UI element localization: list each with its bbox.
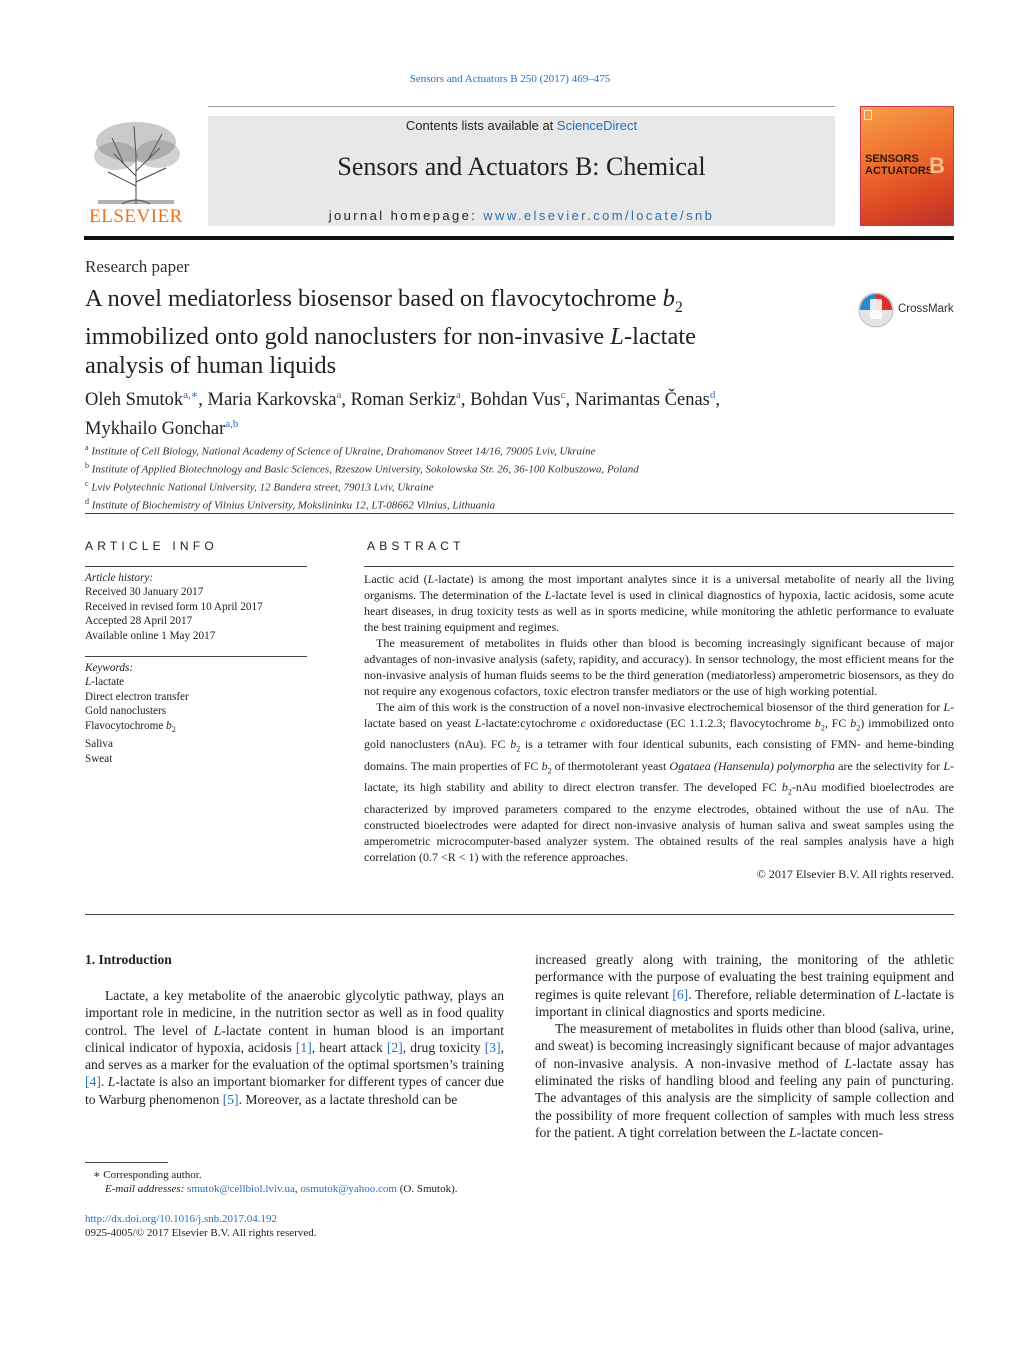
author[interactable] xyxy=(575,390,720,410)
abstract-l: L xyxy=(474,716,482,730)
abstract-l: L xyxy=(943,758,951,773)
body-text: increased greatly along with training, the monitoring of the athletic performance with the purpose of evaluating the best training equipment and regimes is quite relevant xyxy=(535,952,954,1002)
keyword-b-sub: 2 xyxy=(171,724,176,734)
email-link-1[interactable]: smutok@cellbiol.lviv.ua xyxy=(187,1183,295,1196)
journal-name[interactable]: Sensors and Actuators B: Chemical xyxy=(337,152,706,181)
email-label: E-mail addresses: xyxy=(105,1183,188,1196)
intro-paragraph xyxy=(535,1020,954,1141)
keyword-item: Gold nanoclusters xyxy=(85,705,167,718)
abstract-heading: ABSTRACT xyxy=(367,539,465,553)
journal-cover[interactable] xyxy=(860,106,954,226)
keywords-label: Keywords: xyxy=(85,662,134,674)
history-online: Available online 1 May 2017 xyxy=(85,629,216,642)
cover-title-line2: ACTUATORS xyxy=(865,165,934,177)
affiliation-text: Institute of Cell Biology, National Academy of Science of Ukraine, Drahomanov Street 14/16, 79005 Lviv, Ukraine xyxy=(91,445,596,458)
author-affiliation-marker[interactable]: c xyxy=(560,389,566,401)
body-text: -lactate assay has eliminated the risks of handling blood and feeling any pain of puncturing. The advantages of this analysis are the simplicity of sample collection and the possibility of more frequent collection of samples with much less stress for the patient. A tight correlation between the xyxy=(535,1055,954,1140)
affiliation-text: Institute of Applied Biotechnology and Basic Sciences, Rzeszow University, Sokolowska Str. 26, 36-100 Kolbuszowa, Poland xyxy=(91,463,639,476)
abstract-b: b xyxy=(541,758,548,773)
footnote-text: Corresponding author. xyxy=(100,1169,202,1181)
reference-link-6[interactable]: [6] xyxy=(672,986,689,1002)
abstract-species: Ogataea (Hansenula) polymorpha xyxy=(669,758,836,773)
title-l: L xyxy=(610,322,624,350)
abstract-paragraph-3 xyxy=(364,699,954,865)
title-b: b xyxy=(662,285,675,312)
abstract-b-sub: 2 xyxy=(516,744,521,754)
author[interactable] xyxy=(470,390,575,410)
article-type: Research paper xyxy=(85,257,190,276)
abstract-text: -lactate) is among the most important analytes since it is a universal metabolite of nearly all the living organisms. The determination of the xyxy=(364,572,954,602)
abstract-text: of thermotolerant yeast xyxy=(551,758,670,773)
keyword-l: L xyxy=(85,676,92,689)
body-text: -lactate concen- xyxy=(796,1124,884,1140)
article-info-heading: ARTICLE INFO xyxy=(85,539,218,553)
author[interactable] xyxy=(208,390,351,410)
abstract-text: -lactate, its high stability and ability to direct electron transfer. The developed FC xyxy=(364,758,955,795)
author-separator: , xyxy=(565,390,575,411)
author-affiliation-marker[interactable]: a,b xyxy=(225,418,239,431)
homepage-line xyxy=(208,208,835,223)
email-owner: (O. Smutok). xyxy=(396,1183,458,1196)
author-name: Mykhailo Gonchar xyxy=(85,419,226,440)
abstract-paragraph-2: The measurement of metabolites in fluids other than blood is becoming increasingly significant because of major advantages of non-invasive analysis (safety, rapidity, and accuracy). In sensor technology, the most efficient means for the non-invasive analysis of human fluids seems to be the third generation (mediatorless) amperometric biosensors, as they do not require any exogenous cofactors, toxic electron transfer mediators or the use of high working potential. xyxy=(364,636,954,698)
author-affiliation-marker[interactable]: a,∗ xyxy=(183,389,199,401)
author[interactable] xyxy=(85,419,238,439)
author-name: Roman Serkiz xyxy=(350,390,456,411)
title-line-1 xyxy=(85,284,805,322)
author[interactable] xyxy=(351,390,470,410)
abstract-text: -nAu modified bioelectrodes are characterized by improved parameters compared to the enzyme electrodes, obtained without the use of nAu. The constructed bioelectrodes were adapted for direct non-invasive analysis of human saliva and sweat samples using the amperometric microcomputer-based analyzer system. The obtained results of the real samples analysis have a high correlation (0.7 <R < 1) with the reference approaches. xyxy=(364,780,955,864)
doi-block xyxy=(85,1212,317,1241)
author-affiliation-marker[interactable]: a xyxy=(455,389,461,401)
keyword-item: Sweat xyxy=(85,752,113,765)
body-text: The measurement of metabolites in fluids other than blood (saliva, urine, and sweat) is becoming increasingly significant because of major advantages of non-invasive analysis. A non-invasive method of xyxy=(535,1021,954,1071)
author-affiliation-marker[interactable]: d xyxy=(709,389,716,401)
body-l: L xyxy=(893,986,902,1002)
reference-link-4[interactable]: [4] xyxy=(85,1074,101,1090)
author[interactable] xyxy=(85,390,208,410)
author-affiliation-marker[interactable]: a xyxy=(336,389,342,401)
abstract-text: , FC xyxy=(824,716,851,730)
reference-link-2[interactable]: [2] xyxy=(386,1039,403,1055)
divider xyxy=(85,914,954,915)
keyword-item xyxy=(85,719,307,738)
abstract-body xyxy=(364,571,954,882)
header-rule xyxy=(208,106,835,107)
abstract-b: b xyxy=(814,716,821,730)
corresponding-author-note xyxy=(85,1168,515,1182)
intro-paragraph xyxy=(535,951,954,1020)
history-accepted: Accepted 28 April 2017 xyxy=(85,615,193,628)
article-title xyxy=(85,284,805,380)
affiliation xyxy=(85,495,885,513)
title-line-3: analysis of human liquids xyxy=(85,351,337,379)
body-text: . Therefore, reliable determination of xyxy=(688,986,894,1002)
keyword-b: b xyxy=(166,719,172,732)
history-label: Article history: xyxy=(85,572,154,584)
keyword-item: Direct electron transfer xyxy=(85,690,189,703)
author-separator: , xyxy=(460,390,471,411)
body-text: , drug toxicity xyxy=(402,1039,485,1055)
keywords-rule xyxy=(85,656,307,657)
issn-line: 0925-4005/© 2017 Elsevier B.V. All rights reserved. xyxy=(85,1227,317,1240)
affiliation xyxy=(85,441,885,459)
author-separator: , xyxy=(715,390,721,411)
footnote-marker: ∗ xyxy=(93,1169,101,1181)
title-text-2b: -lactate xyxy=(623,322,697,350)
abstract-l: L xyxy=(943,700,950,714)
article-info-rule xyxy=(85,566,307,567)
keyword-item xyxy=(85,675,307,689)
journal-citation[interactable]: Sensors and Actuators B 250 (2017) 469–475 xyxy=(409,73,611,85)
sciencedirect-link[interactable]: ScienceDirect xyxy=(556,118,638,133)
author-list xyxy=(85,383,905,441)
email-separator: , xyxy=(294,1183,301,1196)
section-heading: 1. Introduction xyxy=(85,952,172,967)
keywords xyxy=(85,661,307,766)
abstract-text: are the selectivity for xyxy=(835,758,944,773)
affiliation-list xyxy=(85,441,885,513)
email-link-2[interactable]: osmutok@yahoo.com xyxy=(300,1183,397,1196)
abstract-text: -lactate based on yeast xyxy=(364,700,954,730)
history-revised: Received in revised form 10 April 2017 xyxy=(85,600,263,613)
footnote-rule xyxy=(85,1162,168,1163)
abstract-text: The aim of this work is the construction of a novel non-invasive electrochemical biosensor of the third generation for xyxy=(376,700,944,714)
body-text: Lactate, a key metabolite of the anaerobic glycolytic pathway, plays an important role in medicine, in the nutrition sector as well as in food quality control. The level of xyxy=(85,988,504,1038)
affiliation-text: Lviv Polytechnic National University, 12 Bandera street, 79013 Lviv, Ukraine xyxy=(91,481,434,494)
title-text-1: A novel mediatorless biosensor based on flavocytochrome xyxy=(85,285,663,312)
intro-right-column xyxy=(535,951,954,1141)
affiliation-key: c xyxy=(85,479,89,489)
body-l: L xyxy=(844,1055,853,1071)
divider xyxy=(85,513,954,514)
author-separator: , xyxy=(198,390,208,411)
abstract-b: b xyxy=(510,737,517,752)
body-l: L xyxy=(789,1124,797,1140)
affiliation-key: a xyxy=(85,443,89,452)
reference-link-3[interactable]: [3] xyxy=(484,1039,501,1055)
abstract-text: -lactate:cytochrome xyxy=(481,716,581,730)
abstract-b-sub: 2 xyxy=(820,723,825,733)
contents-line xyxy=(208,118,835,133)
abstract-paragraph-1 xyxy=(364,571,954,635)
keyword-l-rest: -lactate xyxy=(91,676,125,689)
journal-banner xyxy=(208,116,835,226)
abstract-c: c xyxy=(580,716,586,730)
abstract-text: ) immobilized onto gold nanoclusters (nAu). FC xyxy=(364,716,954,752)
history-received: Received 30 January 2017 xyxy=(85,586,204,599)
author-name: Narimantas Čenas xyxy=(574,390,710,411)
body-text: -lactate is important in clinical diagnostics and sports medicine. xyxy=(535,986,954,1019)
crossmark-badge[interactable] xyxy=(858,291,958,331)
author-name: Bohdan Vus xyxy=(470,390,561,411)
body-text: , heart attack xyxy=(311,1039,387,1055)
homepage-link[interactable]: www.elsevier.com/locate/snb xyxy=(483,208,715,223)
publisher-logo[interactable] xyxy=(84,116,188,228)
intro-left-column xyxy=(85,987,504,1108)
abstract-b-sub: 2 xyxy=(856,723,861,733)
abstract-text: -lactate level is used in clinical diagnostics of hypoxia, lactic acidosis, some acute heart diseases, in drug toxicity tests as well as in sports medicine, while monitoring the athletic performance to evaluate the best training equipment and regimes. xyxy=(364,588,954,634)
author-separator: , xyxy=(341,390,351,411)
cover-logo-icon xyxy=(864,110,872,120)
abstract-l: L xyxy=(427,572,435,586)
footnotes xyxy=(85,1168,515,1197)
header-thick-rule xyxy=(84,236,954,240)
keyword-item: Saliva xyxy=(85,738,113,751)
title-line-2 xyxy=(85,322,805,351)
contents-prefix: Contents lists available at xyxy=(405,118,557,133)
abstract-l: L xyxy=(544,588,552,602)
body-text: -lactate content in human blood is an important clinical indicator of hypoxia, acidosis xyxy=(85,1022,504,1055)
affiliation-text: Institute of Biochemistry of Vilnius University, Mokslininku 12, LT-08662 Vilnius, Lithuania xyxy=(91,499,496,512)
reference-link-1[interactable]: [1] xyxy=(295,1039,312,1055)
cover-title-line1: SENSORS xyxy=(865,153,919,165)
affiliation-key: b xyxy=(85,461,89,471)
cover-letter: B xyxy=(929,153,945,178)
title-b-sub: 2 xyxy=(674,298,683,316)
body-text: , and serves as a marker for the evaluation of the optimal sportsmen’s training xyxy=(85,1039,505,1073)
affiliation xyxy=(85,477,885,495)
crossmark-icon xyxy=(858,291,898,331)
title-text-2a: immobilized onto gold nanoclusters for non-invasive xyxy=(85,322,611,350)
affiliation-key: d xyxy=(85,497,89,507)
abstract-b-sub: 2 xyxy=(547,766,552,776)
doi-link[interactable]: http://dx.doi.org/10.1016/j.snb.2017.04.192 xyxy=(85,1213,278,1225)
email-note xyxy=(85,1182,515,1196)
reference-link-5[interactable]: [5] xyxy=(222,1091,239,1107)
author-name: Maria Karkovska xyxy=(207,390,337,411)
affiliation xyxy=(85,459,885,477)
abstract-rule xyxy=(364,566,954,567)
body-l: L xyxy=(107,1074,116,1090)
body-l: L xyxy=(213,1022,222,1038)
abstract-text: Lactic acid ( xyxy=(364,572,428,586)
body-text: -lactate is also an important biomarker for different types of cancer due to Warburg phenomenon xyxy=(85,1074,505,1107)
abstract-text: oxidoreductase (EC 1.1.2.3; flavocytochrome xyxy=(585,716,815,730)
body-text: . Moreover, as a lactate threshold can be xyxy=(238,1091,458,1107)
abstract-copyright: © 2017 Elsevier B.V. All rights reserved. xyxy=(756,866,954,881)
abstract-b: b xyxy=(850,716,857,730)
article-history xyxy=(85,571,307,643)
abstract-text: is a tetramer with four identical subunits, each consisting of FMN- and heme-binding domains. The main properties of FC xyxy=(364,737,954,773)
crossmark-label: CrossMark xyxy=(898,303,954,315)
body-text: . xyxy=(100,1074,108,1090)
abstract-b: b xyxy=(781,780,788,795)
abstract-b-sub: 2 xyxy=(787,787,792,797)
cover-title xyxy=(865,153,933,177)
author-name: Oleh Smutok xyxy=(85,390,184,411)
publisher-logo-text: ELSEVIER xyxy=(89,206,183,227)
keyword-flavo: Flavocytochrome xyxy=(85,719,167,732)
homepage-prefix: journal homepage: xyxy=(328,208,484,223)
